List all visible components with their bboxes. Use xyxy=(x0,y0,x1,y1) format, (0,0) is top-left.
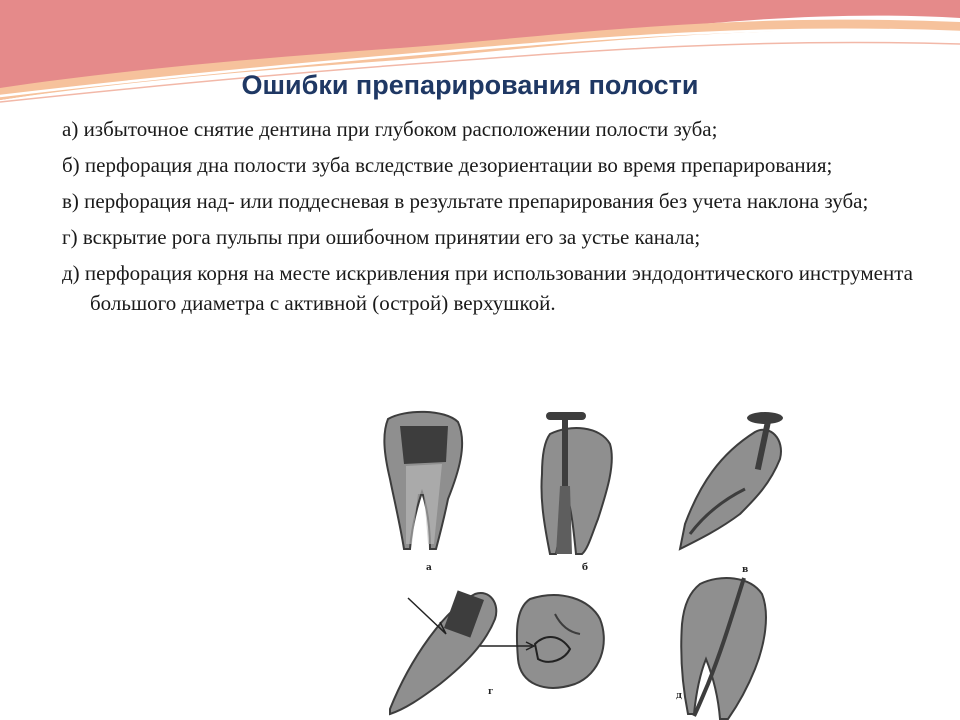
list-item-v: в) перфорация над- или поддесневая в результате препарирования без учета наклона зуба; xyxy=(62,189,869,213)
list-item-g: г) вскрытие рога пульпы при ошибочном принятии его за устье канала; xyxy=(62,225,701,249)
tooth-illustration-d xyxy=(681,578,766,719)
teeth-illustration xyxy=(360,404,788,720)
caption-a: а xyxy=(426,563,432,573)
caption-b: б xyxy=(582,563,589,573)
caption-d: д xyxy=(676,691,682,701)
slide-title: Ошибки препарирования полости xyxy=(241,70,699,100)
tooth-illustration-a xyxy=(384,412,462,549)
caption-g: г xyxy=(488,687,494,697)
tooth-illustration-tilted xyxy=(390,590,496,714)
tooth-illustration-b xyxy=(541,412,611,554)
list-item-b: б) перфорация дна полости зуба вследствие дезориентации во время препарирования; xyxy=(62,153,833,177)
list-item-a: а) избыточное снятие дентина при глубоком расположении полости зуба; xyxy=(62,117,718,141)
list-item-d: д) перфорация корня на месте искривления при использовании эндодонтического инструмента большого диаметра с активной (острой) верхушкой. xyxy=(62,261,913,315)
tooth-illustration-v xyxy=(680,412,783,549)
error-list xyxy=(62,114,922,324)
tooth-illustration-g xyxy=(480,595,604,688)
caption-v: в xyxy=(742,565,749,575)
